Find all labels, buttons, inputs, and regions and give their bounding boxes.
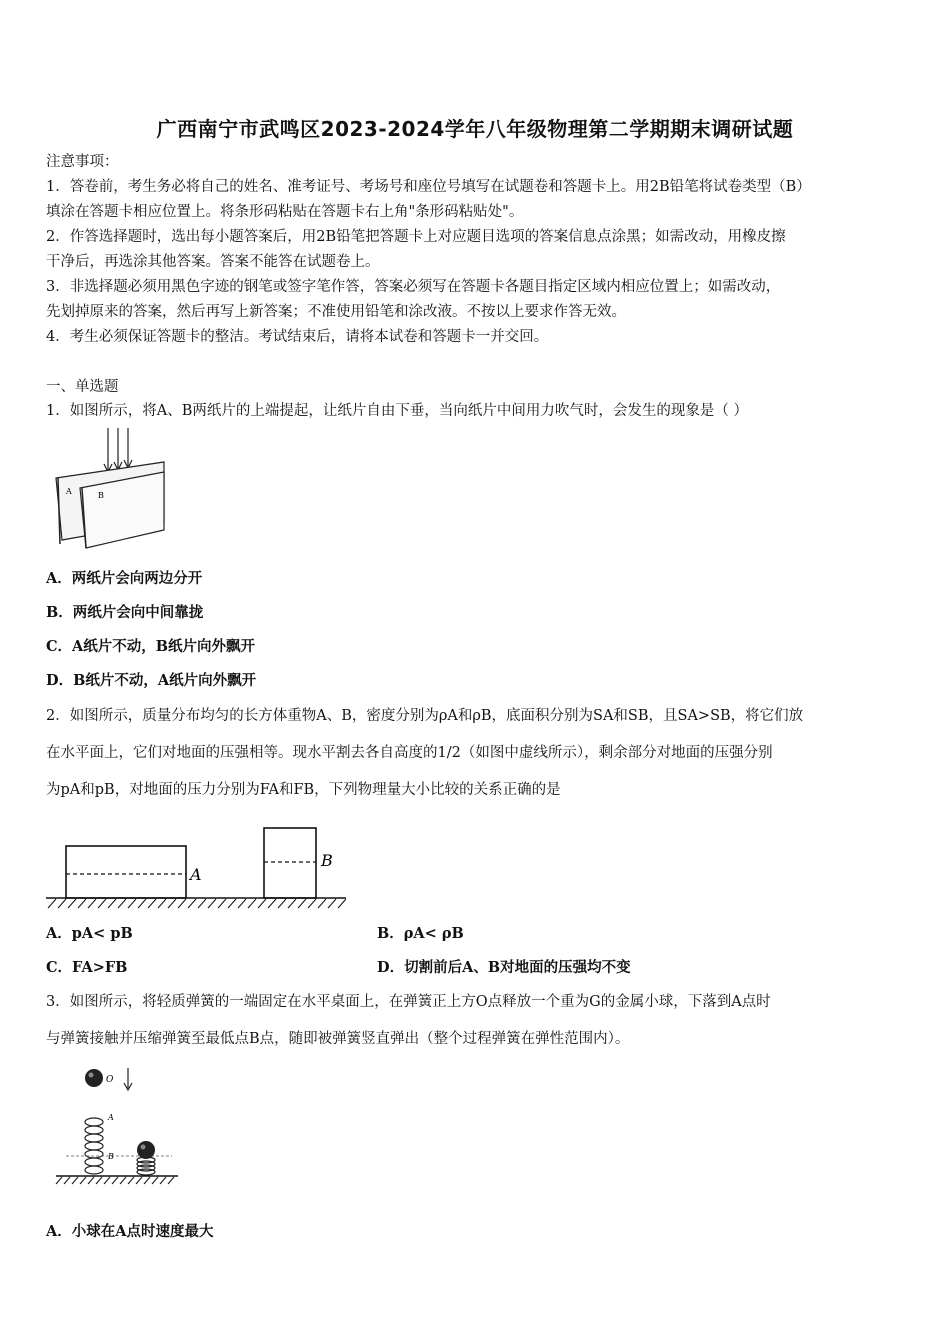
q2-option-c[interactable]: C．FA>FB [46, 959, 128, 976]
q1-option-b[interactable]: B．两纸片会向中间靠拢 [46, 604, 204, 621]
q2-stem-line-2: 在水平面上，它们对地面的压强相等。现水平割去各自高度的1/2（如图中虚线所示），剩余部分对地面的压强分别 [46, 745, 773, 761]
q3-option-a[interactable]: A．小球在A点时速度最大 [46, 1223, 214, 1240]
notice-line-1: 1．答卷前，考生务必将自己的姓名、准考证号、考场号和座位号填写在试题卷和答题卡上。用2B铅笔将试卷类型（B） [46, 179, 811, 195]
notice-line-7: 4．考生必须保证答题卡的整洁。考试结束后，请将本试卷和答题卡一并交回。 [46, 329, 549, 345]
q2-option-a[interactable]: A．pA< pB [46, 925, 133, 942]
notice-line-2: 填涂在答题卡相应位置上。将条形码粘贴在答题卡右上角"条形码粘贴处"。 [46, 204, 524, 220]
q3-fig-label-o: O [106, 1075, 114, 1085]
notice-line-3: 2．作答选择题时，选出每小题答案后，用2B铅笔把答题卡上对应题目选项的答案信息点涂黑；如需改动，用橡皮擦 [46, 229, 786, 245]
q2-fig-label-b: B [321, 851, 333, 870]
q1-option-d[interactable]: D．B纸片不动，A纸片向外飘开 [46, 672, 257, 689]
q1-paper-figure [52, 426, 182, 550]
q1-fig-label-a: A [66, 487, 72, 496]
q3-fig-label-a: A [108, 1113, 114, 1122]
q2-option-d[interactable]: D．切割前后A、B对地面的压强均不变 [377, 959, 631, 976]
q1-option-a[interactable]: A．两纸片会向两边分开 [46, 570, 203, 587]
q2-stem-line-3: 为pA和pB，对地面的压力分别为FA和FB，下列物理量大小比较的关系正确的是 [46, 782, 561, 798]
notice-line-5: 3．非选择题必须用黑色字迹的钢笔或签字笔作答，答案必须写在答题卡各题目指定区域内相应位置上；如需改动， [46, 279, 781, 295]
q2-stem-line-1: 2．如图所示，质量分布均匀的长方体重物A、B，密度分别为ρA和ρB，底面积分别为SA和SB，且SA>SB，将它们放 [46, 708, 804, 724]
q3-spring-figure [52, 1064, 184, 1186]
q3-stem-line-2: 与弹簧接触并压缩弹簧至最低点B点，随即被弹簧竖直弹出（整个过程弹簧在弹性范围内）。 [46, 1031, 630, 1047]
q2-option-b[interactable]: B．ρA< ρB [377, 925, 464, 942]
q1-stem: 1．如图所示，将A、B两纸片的上端提起，让纸片自由下垂，当向纸片中间用力吹气时，会发生的现象是（ ） [46, 403, 748, 419]
q3-stem-line-1: 3．如图所示，将轻质弹簧的一端固定在水平桌面上，在弹簧正上方O点释放一个重为G的金属小球，下落到A点时 [46, 994, 771, 1010]
q1-fig-label-b: B [98, 491, 104, 500]
page-title: 广西南宁市武鸣区2023-2024学年八年级物理第二学期期末调研试题 [156, 117, 794, 141]
q1-option-c[interactable]: C．A纸片不动，B纸片向外飘开 [46, 638, 256, 655]
notice-line-4: 干净后，再选涂其他答案。答案不能答在试题卷上。 [46, 254, 380, 270]
q2-fig-label-a: A [190, 865, 202, 884]
q3-fig-label-b: B [108, 1152, 114, 1161]
section-heading: 一、单选题 [46, 379, 119, 395]
q2-blocks-figure [44, 824, 350, 912]
notice-heading: 注意事项： [46, 154, 119, 170]
notice-line-6: 先划掉原来的答案，然后再写上新答案；不准使用铅笔和涂改液。不按以上要求作答无效。 [46, 304, 626, 320]
